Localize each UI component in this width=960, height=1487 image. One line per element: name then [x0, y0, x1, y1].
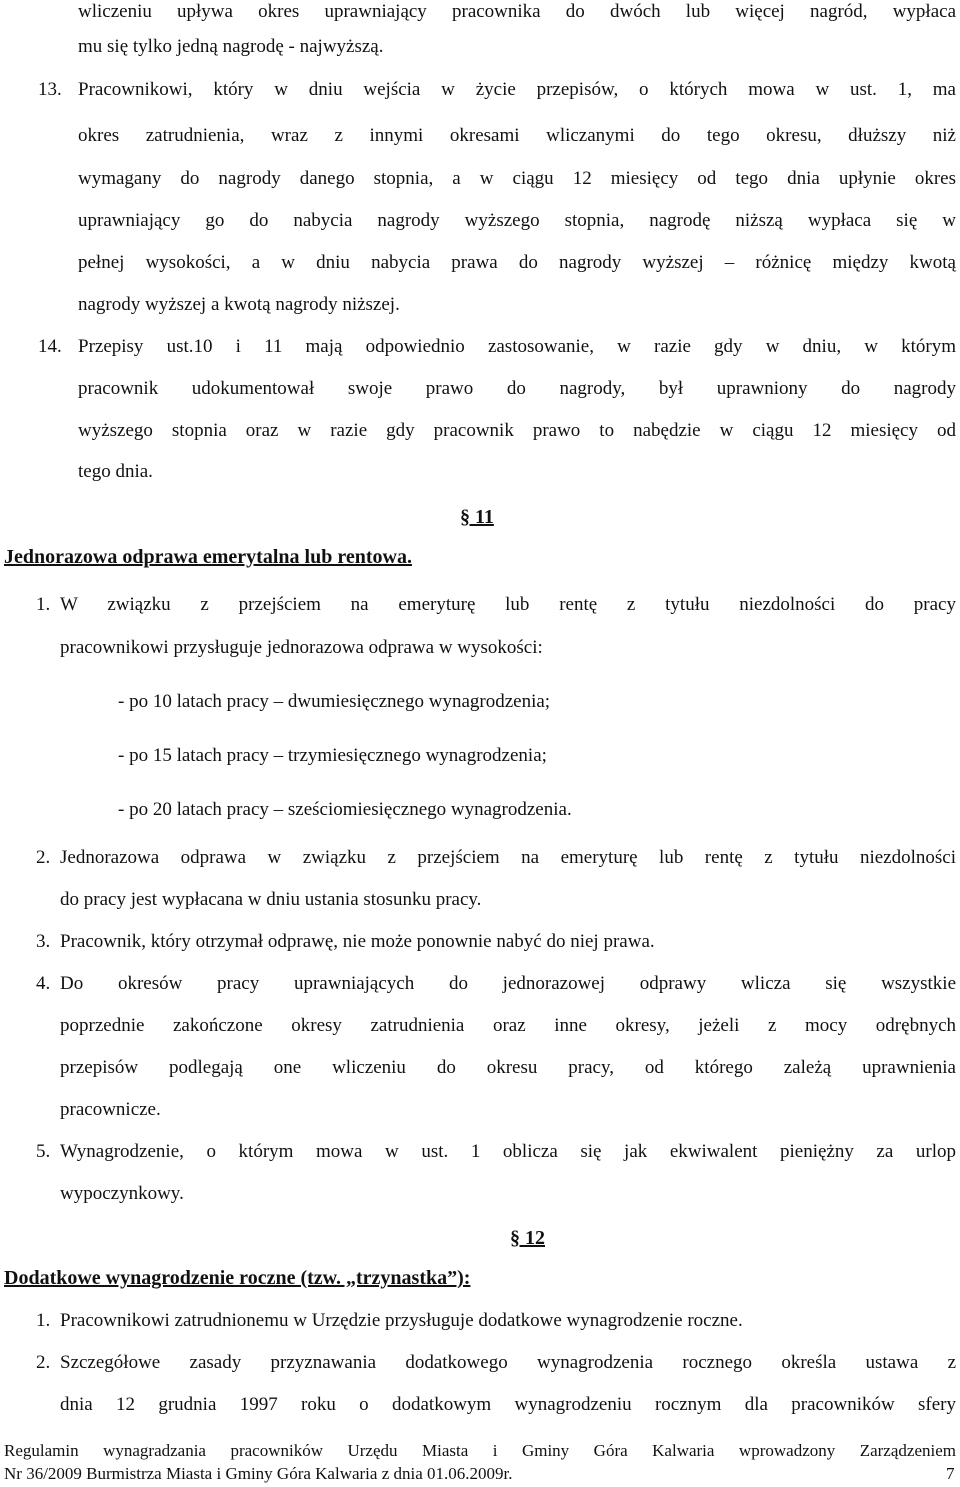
text-line: mu się tylko jedną nagrodę - najwyższą. — [78, 36, 384, 57]
text-line: wypoczynkowy. — [60, 1183, 184, 1204]
text-line: Do okresów pracy uprawniających do jednorazowej odprawy wlicza się wszystkie — [60, 973, 956, 994]
paragraph-number: 14. — [38, 336, 62, 357]
text-line: wliczeniu upływa okres uprawniający pracownika do dwóch lub więcej nagród, wypłaca — [78, 1, 956, 22]
list-item: - po 20 latach pracy – sześciomiesięcznego wynagrodzenia. — [118, 799, 572, 820]
text-line: dnia 12 grudnia 1997 roku o dodatkowym wynagrodzeniu rocznym dla pracowników sfery — [60, 1394, 956, 1415]
text-line: Jednorazowa odprawa w związku z przejściem na emeryturę lub rentę z tytułu niezdolności — [60, 847, 956, 868]
section-heading: Dodatkowe wynagrodzenie roczne (tzw. „trzynastka”): — [4, 1267, 471, 1289]
footer-line: Regulamin wynagradzania pracowników Urzędu Miasta i Gminy Góra Kalwaria wprowadzony Zarządzeniem — [4, 1441, 956, 1460]
text-line: przepisów podlegają one wliczeniu do okresu pracy, od którego zależą uprawnienia — [60, 1057, 956, 1078]
text-line: Szczegółowe zasady przyznawania dodatkowego wynagrodzenia rocznego określa ustawa z — [60, 1352, 956, 1373]
text-line: pracownikowi przysługuje jednorazowa odprawa w wysokości: — [60, 637, 543, 658]
text-line: wyższego stopnia oraz w razie gdy pracownik prawo to nabędzie w ciągu 12 miesięcy od — [78, 420, 956, 441]
paragraph-number: 3. — [36, 931, 51, 952]
text-line: pracownik udokumentował swoje prawo do nagrody, był uprawniony do nagrody — [78, 378, 956, 399]
text-line: nagrody wyższej a kwotą nagrody niższej. — [78, 294, 400, 315]
section-heading: Jednorazowa odprawa emerytalna lub rentowa. — [4, 546, 412, 568]
text-line: pełnej wysokości, a w dniu nabycia prawa do nagrody wyższej – różnicę między kwotą — [78, 252, 956, 273]
text-line: okres zatrudnienia, wraz z innymi okresami wliczanymi do tego okresu, dłuższy niż — [78, 125, 956, 146]
paragraph-number: 2. — [36, 847, 51, 868]
paragraph-number: 4. — [36, 973, 51, 994]
text-line: Pracownikowi zatrudnionemu w Urzędzie przysługuje dodatkowe wynagrodzenie roczne. — [60, 1310, 743, 1331]
list-item: - po 15 latach pracy – trzymiesięcznego wynagrodzenia; — [118, 745, 547, 766]
paragraph-number: 13. — [38, 79, 62, 100]
text-line: W związku z przejściem na emeryturę lub rentę z tytułu niezdolności do pracy — [60, 594, 956, 615]
text-line: Pracownik, który otrzymał odprawę, nie może ponownie nabyć do niej prawa. — [60, 931, 655, 952]
text-line: poprzednie zakończone okresy zatrudnienia oraz inne okresy, jeżeli z mocy odrębnych — [60, 1015, 956, 1036]
text-line: Wynagrodzenie, o którym mowa w ust. 1 oblicza się jak ekwiwalent pieniężny za urlop — [60, 1141, 956, 1162]
list-item: - po 10 latach pracy – dwumiesięcznego wynagrodzenia; — [118, 691, 551, 712]
page-number: 7 — [946, 1464, 955, 1483]
paragraph-number: 2. — [36, 1352, 51, 1373]
text-line: Pracownikowi, który w dniu wejścia w życie przepisów, o których mowa w ust. 1, ma — [78, 79, 956, 100]
paragraph-number: 1. — [36, 1310, 51, 1331]
footer-line: Nr 36/2009 Burmistrza Miasta i Gminy Góra Kalwaria z dnia 01.06.2009r. — [4, 1464, 513, 1483]
section-sign: § 12 — [510, 1227, 545, 1249]
text-line: uprawniający go do nabycia nagrody wyższego stopnia, nagrodę niższą wypłaca się w — [78, 210, 956, 231]
section-sign: § 11 — [460, 506, 494, 528]
text-line: pracownicze. — [60, 1099, 161, 1120]
text-line: wymagany do nagrody danego stopnia, a w ciągu 12 miesięcy od tego dnia upłynie okres — [78, 168, 956, 189]
paragraph-number: 1. — [36, 594, 51, 615]
text-line: tego dnia. — [78, 461, 153, 482]
paragraph-number: 5. — [36, 1141, 51, 1162]
text-line: do pracy jest wypłacana w dniu ustania stosunku pracy. — [60, 889, 482, 910]
text-line: Przepisy ust.10 i 11 mają odpowiednio zastosowanie, w razie gdy w dniu, w którym — [78, 336, 956, 357]
